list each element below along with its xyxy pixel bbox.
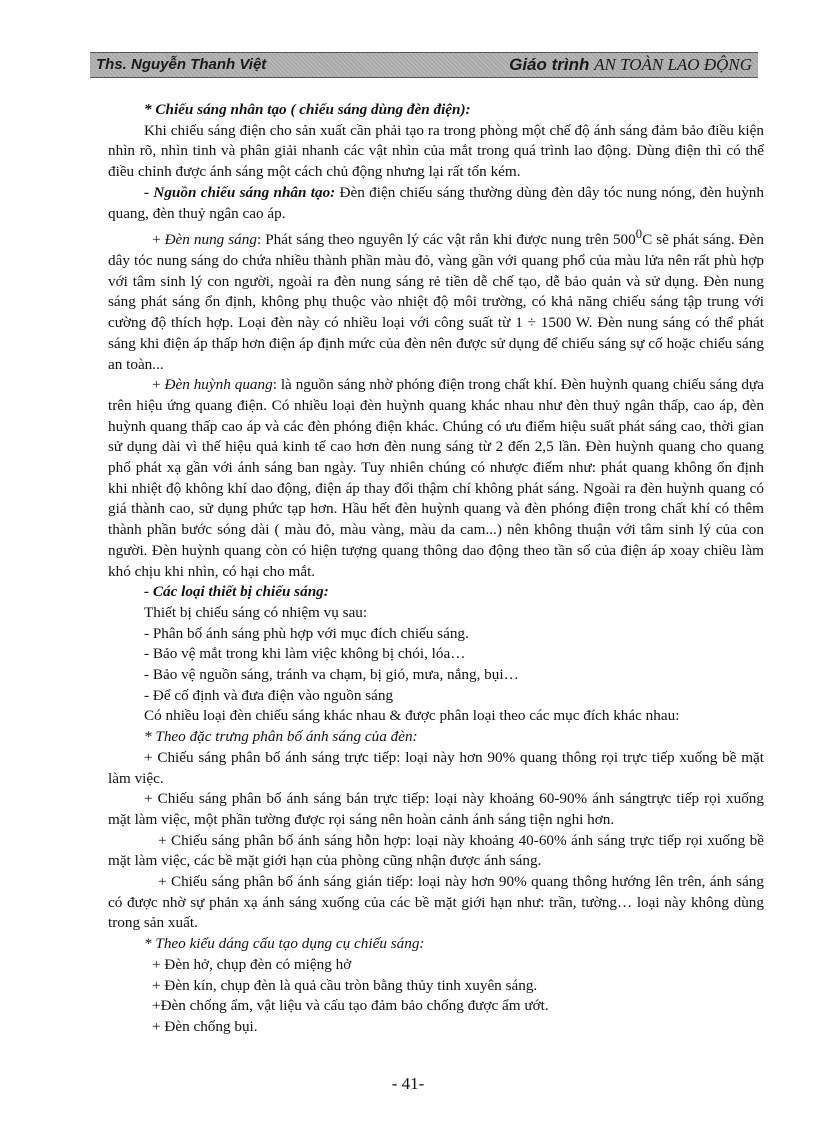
paragraph-direct: + Chiếu sáng phân bố ánh sáng trực tiếp: loại này hơn 90% quang thông rọi trực tiếp xuống bề mặt làm việc. [108,748,764,787]
subheading-distribution: * Theo đặc trưng phân bố ánh sáng của đèn: [144,728,418,746]
list-item: - Để cố định và đưa điện vào nguồn sáng [144,686,394,704]
list-item: - Bảo vệ nguồn sáng, tránh va chạm, bị gió, mưa, nắng, bụi… [144,666,519,684]
paragraph-device-tasks: Thiết bị chiếu sáng có nhiệm vụ sau: [144,603,368,621]
list-item: +Đèn chống ẩm, vật liệu và cấu tạo đảm bảo chống được ẩm ướt. [152,997,549,1015]
list-item: + Đèn chống bụi. [152,1018,258,1035]
header-title-main: AN TOÀN LAO ĐỘNG [594,55,752,74]
light-sources-text: Đèn điện chiếu sáng thường dùng đèn dây tóc nung nóng, đèn huỳnh quang, đèn thuỷ ngân cao áp. [108,183,764,222]
subheading-light-sources: - Nguồn chiếu sáng nhân tạo: [144,183,336,201]
page-content [108,100,764,1038]
paragraph-intro: Khi chiếu sáng điện cho sản xuất cần phải tạo ra trong phòng một chế độ ánh sáng đảm bảo điều kiện nhìn rõ, nhìn tinh và phân giải nhanh các vật nhìn của mắt trong quá trình lao động. Dùng điện thì có thể điều chỉnh được ánh sáng một cách chủ động nhưng lại rất tốn kém. [108,121,764,181]
paragraph-indirect: + Chiếu sáng phân bố ánh sáng gián tiếp: loại này hơn 90% quang thông hướng lên trên, ánh sáng có được nhờ sự phản xạ ánh sáng xuống của các bề mặt giới hạn như: trần, tường… loại này không dùng trong sản xuất. [108,873,764,932]
header-title-prefix: Giáo trình [509,55,595,74]
paragraph-mixed: + Chiếu sáng phân bố ánh sáng hỗn hợp: loại này khoảng 40-60% ánh sáng trực tiếp rọi xuống bề mặt làm việc, các bề mặt giới hạn của phòng cũng nhận được ánh sáng. [108,831,764,870]
header-title [509,55,752,75]
page-header [90,52,758,78]
list-item: - Phân bố ánh sáng phù hợp với mục đích chiếu sáng. [144,624,469,642]
paragraph-lamp-types: Có nhiều loại đèn chiếu sáng khác nhau & được phân loại theo các mục đích khác nhau: [144,707,680,725]
paragraph-fluorescent [108,375,764,582]
page-number: - 41- [391,1074,425,1093]
fluorescent-prefix: + [152,376,165,394]
subheading-fixture-style: * Theo kiểu dáng cấu tạo dụng cụ chiếu sáng: [144,935,425,953]
fluorescent-text: : là nguồn sáng nhờ phóng điện trong chất khí. Đèn huỳnh quang chiếu sáng dựa trên hiệu ứng quang điện. Có nhiều loại đèn huỳnh quang khác nhau như đèn thuỷ ngân thấp, cao áp, đèn huỳnh quang thấp cao áp và các đèn phóng điện khác. Chúng có ưu điểm hiệu suất phát sáng cao, thời gian sử dụng dài vì thế hiệu quả kinh tế cao hơn đèn nung sáng từ 2 đến 2,5 lần. Đèn huỳnh quang cho quang phổ phát xạ gần với ánh sáng ban ngày. Tuy nhiên chúng có nhược điểm như: phát quang không ổn định khi nhiệt độ không khí dao động, điện áp thay đổi thậm chí không phát sáng. Ngoài ra đèn huỳnh quang có giá thành cao, sử dụng phức tạp hơn. Hầu hết đèn huỳnh quang và đèn phóng điện trong chất khí có thêm thành phần bước sóng dài ( màu đỏ, màu vàng, màu da cam...) nên không thuận với tâm sinh lý của con người. Đèn huỳnh quang còn có hiện tượng quang thông dao động theo tần số của điện áp xoay chiều làm khó chịu khi nhìn, có hại cho mắt. [108,376,764,580]
paragraph-light-sources [108,183,764,224]
incandescent-term: Đèn nung sáng [164,231,257,249]
paragraph-incandescent [108,224,764,375]
list-item: - Bảo vệ mắt trong khi làm việc không bị chói, lóa… [144,645,466,663]
incandescent-text-a: : Phát sáng theo nguyên lý các vật rắn khi được nung trên 500 [256,231,636,249]
degree-superscript: 0 [635,227,643,242]
incandescent-text-b: C sẽ phát sáng. Đèn dây tóc nung sáng do chứa nhiều thành phần màu đỏ, vàng gần với quang phổ của màu lửa nên rất phù hợp với tâm sinh lý con người, ngoài ra đèn nung sáng rẻ tiền dễ chế tạo, dễ bảo quản và sử dụng. Đèn nung sáng phát sáng ổn định, không phụ thuộc vào nhiệt độ môi trường, có khả năng chiếu sáng tập trung với cường độ thích hợp. Loại đèn này có nhiều loại với công suất từ 1 ÷ 1500 W. Đèn nung sáng có thể phát sáng khi điện áp thấp hơn điện áp định mức của đèn nên được sử dụng để chiếu sáng sự cố hoặc chiếu sáng an toàn... [108,231,764,373]
list-item: + Đèn kín, chụp đèn là quả cầu tròn bằng thủy tinh xuyên sáng. [152,976,538,994]
list-item: + Đèn hở, chụp đèn có miệng hở [152,955,352,973]
paragraph-semi-direct: + Chiếu sáng phân bố ánh sáng bán trực tiếp: loại này khoảng 60-90% ánh sángtrực tiếp rọi xuống mặt làm việc, một phần tường được rọi sáng nên hoàn cảnh ánh sáng tiện nghi hơn. [108,790,764,828]
header-author: Ths. Nguyễn Thanh Việt [96,56,267,73]
section-heading-artificial-lighting: * Chiếu sáng nhân tạo ( chiếu sáng dùng đèn điện): [144,101,471,118]
fluorescent-term: Đèn huỳnh quang [164,376,273,394]
incandescent-prefix: + [152,231,165,249]
subheading-lighting-devices: - Các loại thiết bị chiếu sáng: [144,583,329,601]
